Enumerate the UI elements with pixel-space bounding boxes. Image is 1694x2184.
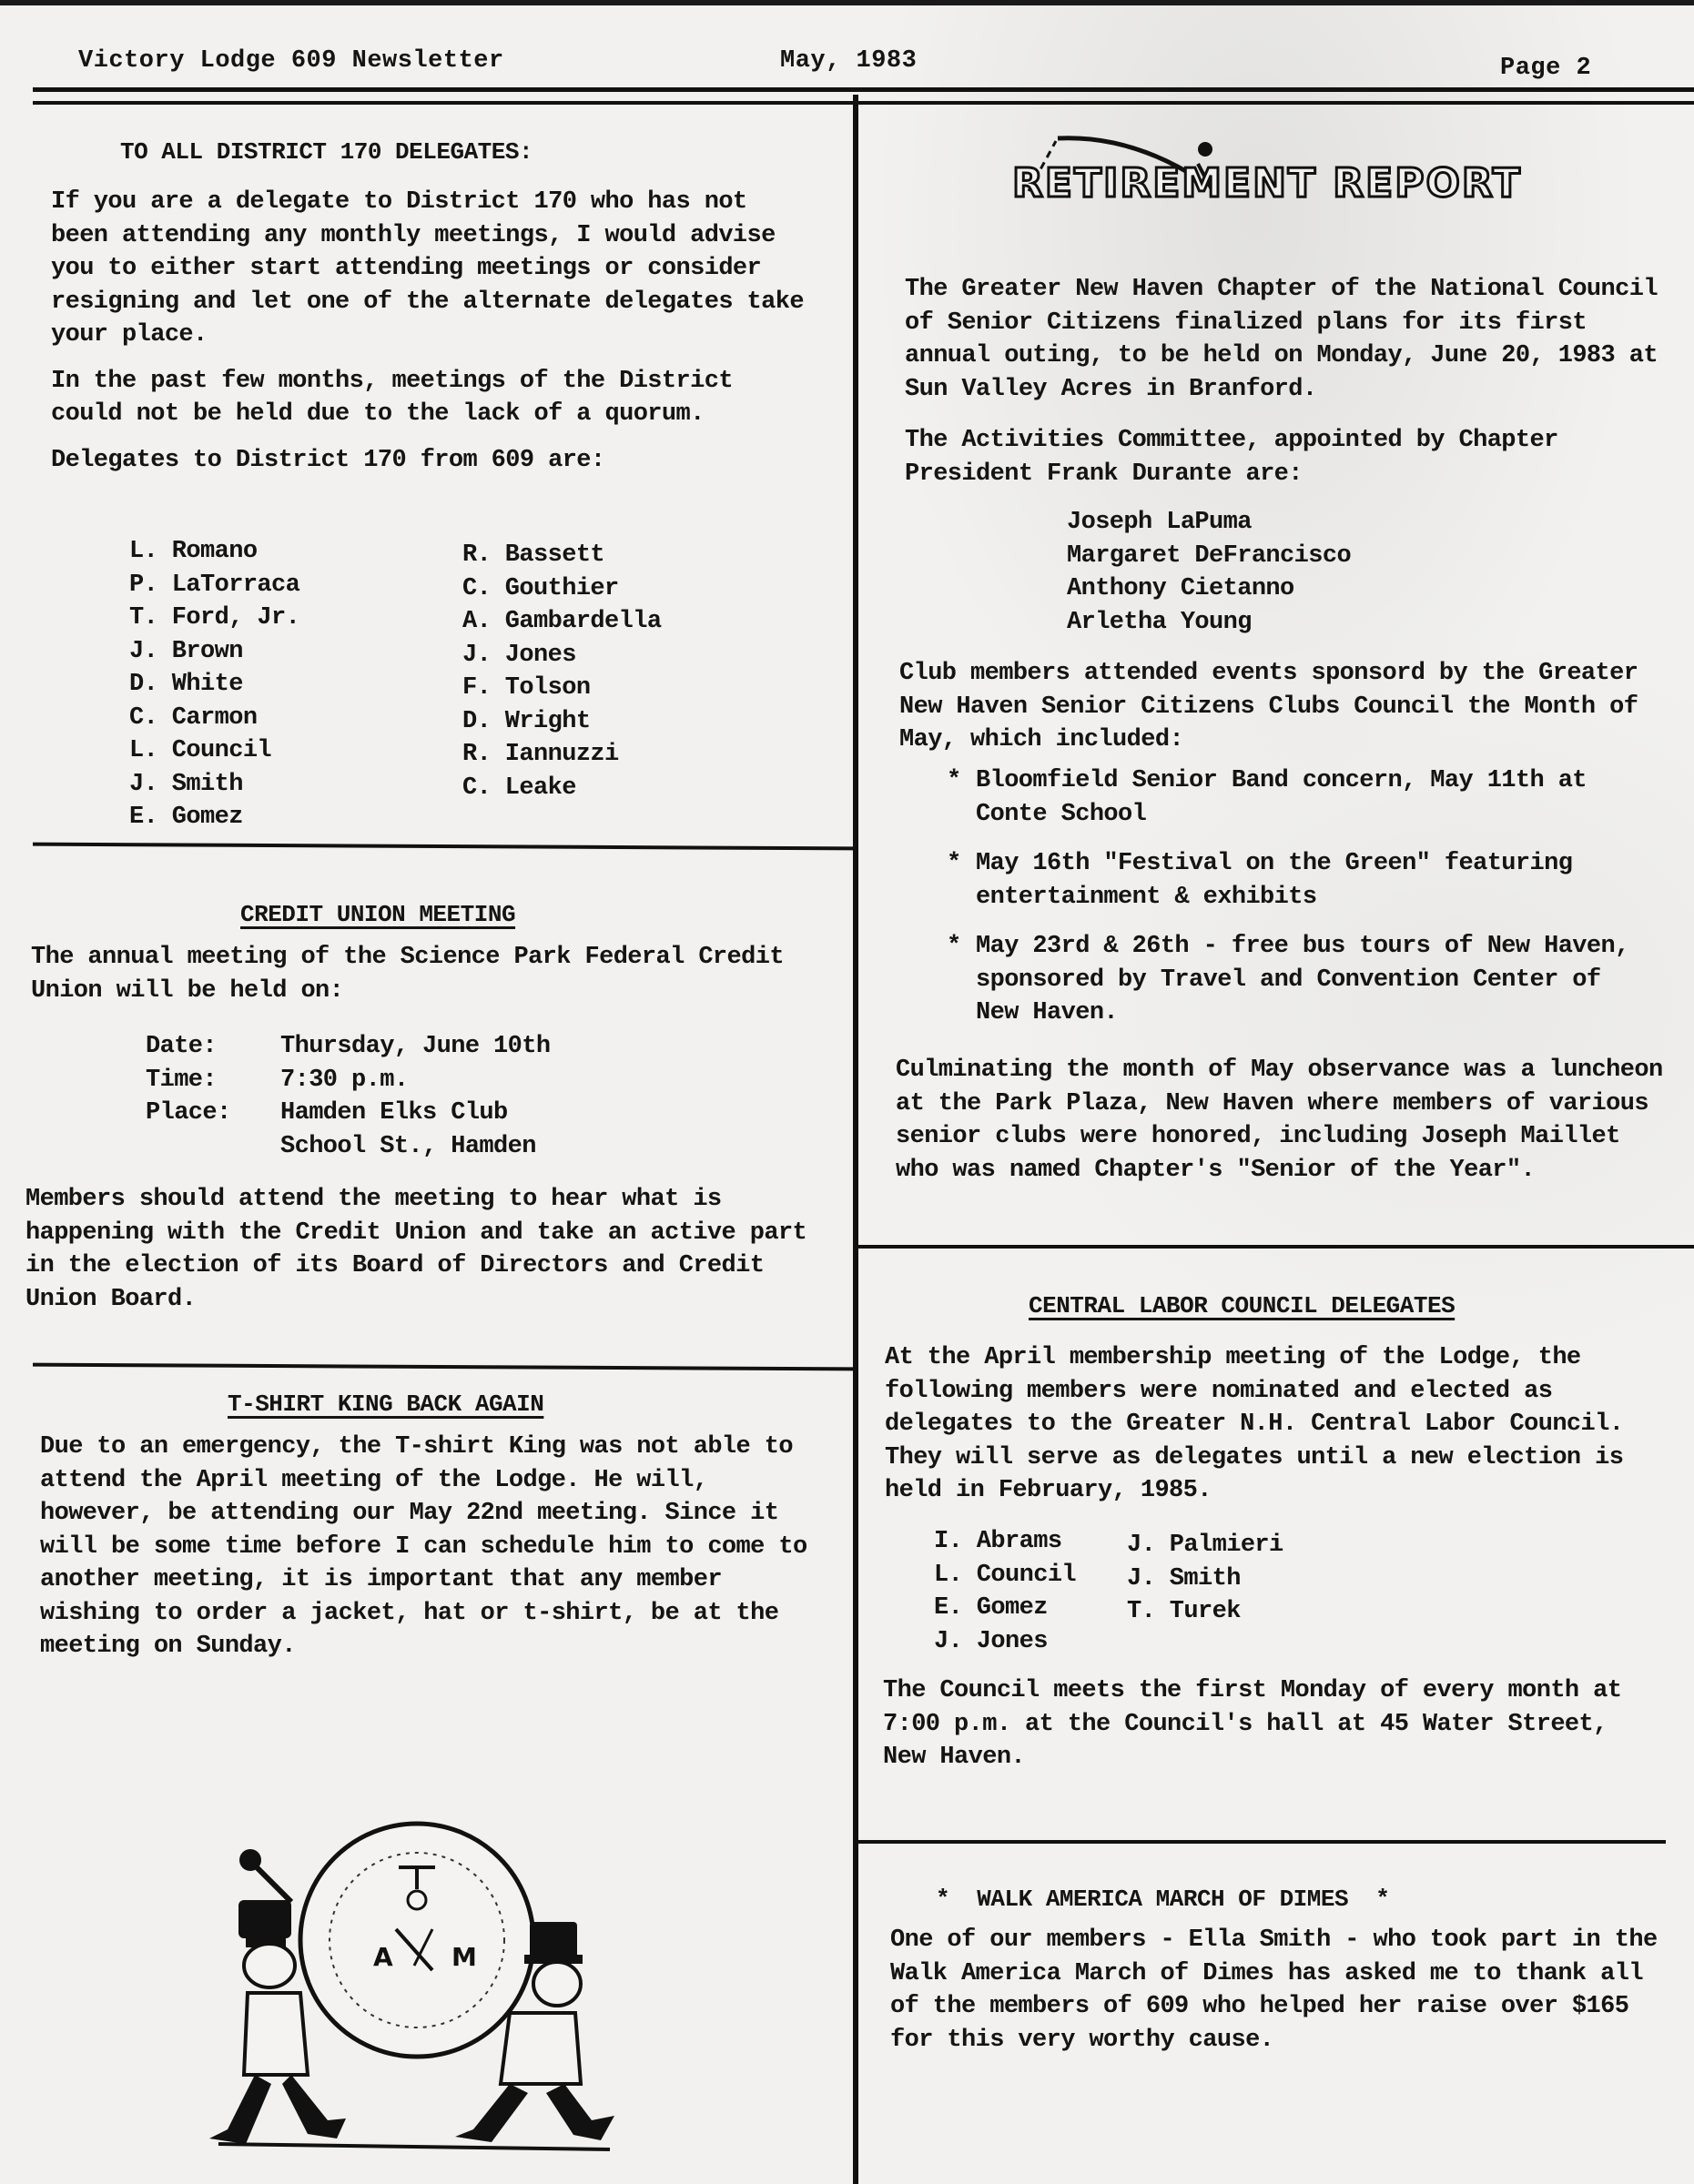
labor-council-heading: CENTRAL LABOR COUNCIL DELEGATES [1029, 1292, 1456, 1320]
detail-label [146, 1130, 280, 1164]
newsletter-title: Victory Lodge 609 Newsletter [78, 47, 504, 75]
activities-committee-list [1067, 506, 1351, 639]
delegates-list-intro: Delegates to District 170 from 609 are: [51, 446, 605, 474]
asterisk-icon: * [947, 850, 961, 877]
delegate-name: P. LaTorraca [129, 571, 300, 599]
retirement-paragraph-3: Club members attended events sponsord by the Greater New Haven Senior Citizens Clubs Council the Month of May, which included: [899, 660, 1638, 753]
labor-delegate-name: L. Council [934, 1561, 1077, 1589]
detail-label: Date: [146, 1033, 218, 1060]
retirement-paragraph-1: The Greater New Haven Chapter of the National Council of Senior Citizens finalized plans for its first annual outing, to be held on Monday, June 20, 1983 at Sun Valley Acres in Branford. [905, 276, 1658, 403]
labor-delegate-name: J. Smith [1127, 1564, 1241, 1592]
committee-member: Anthony Cietanno [1067, 575, 1294, 602]
detail-value: Thursday, June 10th [280, 1033, 551, 1060]
delegate-name: R. Iannuzzi [462, 741, 619, 768]
march-of-dimes-heading: * WALK AMERICA MARCH OF DIMES * [936, 1886, 1390, 1913]
event-item [947, 847, 1657, 914]
delegate-name: J. Smith [129, 770, 243, 798]
drum-icon [300, 1824, 533, 2057]
labor-delegate-name: J. Palmieri [1127, 1532, 1283, 1559]
committee-member: Margaret DeFrancisco [1067, 541, 1352, 570]
issue-date: May, 1983 [780, 47, 918, 75]
page-number: Page 2 [1500, 55, 1592, 82]
retirement-paragraph-4: Culminating the month of May observance was a luncheon at the Park Plaza, New Haven where members of various senior clubs were honored, including Joseph Maillet who was named Chapter's "Senior of the Year". [896, 1057, 1663, 1184]
svg-text:M: M [451, 1942, 477, 1972]
labor-delegate-name: E. Gomez [934, 1594, 1048, 1622]
delegate-name: J. Brown [129, 637, 243, 665]
delegates-paragraph-1: If you are a delegate to District 170 who has not been attending any monthly meetings, I would advise you to either start attending meetings or consider resigning and let one of the alternate delegates take your place. [51, 188, 804, 349]
labor-delegates-col1 [934, 1525, 1076, 1658]
event-item [947, 930, 1657, 1030]
delegate-name: L. Council [129, 737, 272, 764]
delegate-name: E. Gomez [129, 804, 243, 831]
labor-council-body: At the April membership meeting of the Lodge, the following members were nominated and elected as delegates to the Greater N.H. Central Labor Council. They will serve as delegates until a new election is held in February, 1985. [885, 1344, 1624, 1504]
retirement-paragraph-2: The Activities Committee, appointed by Chapter President Frank Durante are: [905, 427, 1558, 488]
credit-union-details [146, 1030, 550, 1163]
page-top-edge [0, 0, 1694, 5]
detail-row-time [146, 1064, 550, 1097]
iam-drum-illustration [200, 1784, 619, 2166]
labor-delegate-name: J. Jones [934, 1627, 1048, 1655]
labor-delegate-name: I. Abrams [934, 1528, 1062, 1555]
committee-member: Joseph LaPuma [1067, 509, 1252, 536]
delegate-name: J. Jones [462, 641, 576, 669]
detail-value: 7:30 p.m. [280, 1066, 409, 1094]
detail-row-place [146, 1097, 550, 1130]
delegates-heading: TO ALL DISTRICT 170 DELEGATES: [120, 138, 533, 166]
credit-union-intro: The annual meeting of the Science Park Federal Credit Union will be held on: [31, 944, 784, 1005]
header-double-rule [33, 87, 1694, 105]
event-text: Bloomfield Senior Band concern, May 11th at Conte School [976, 767, 1587, 828]
district-delegates-col1 [129, 535, 299, 834]
delegates-paragraph-2: In the past few months, meetings of the District could not be held due to the lack of a quorum. [51, 367, 733, 428]
ground-line-icon [218, 2144, 610, 2149]
column-divider [853, 95, 858, 2184]
section-divider [33, 843, 854, 851]
detail-value: Hamden Elks Club [280, 1099, 508, 1127]
district-delegates-col2 [462, 539, 661, 804]
detail-label: Time: [146, 1066, 218, 1094]
event-text: May 23rd & 26th - free bus tours of New Haven, sponsored by Travel and Convention Center of New Haven. [976, 933, 1629, 1026]
detail-row-date [146, 1030, 550, 1064]
svg-text:A: A [373, 1942, 393, 1972]
asterisk-icon: * [947, 933, 961, 960]
section-divider [33, 1363, 854, 1371]
delegate-name: D. White [129, 671, 243, 698]
credit-union-heading: CREDIT UNION MEETING [240, 901, 516, 928]
detail-row-address [146, 1130, 550, 1164]
detail-label: Place: [146, 1099, 231, 1127]
tshirt-body: Due to an emergency, the T-shirt King was not able to attend the April meeting of the Lodge. He will, however, be attending our May 22nd meeting. Since it will be some time before I can schedule him to come to another meeting, it is important that any member wishing to order a jacket, hat or t-shirt, be at the meeting on Sunday. [40, 1433, 807, 1660]
event-item [947, 764, 1657, 831]
section-divider [856, 1245, 1694, 1249]
detail-value: School St., Hamden [280, 1132, 536, 1160]
delegate-name: C. Leake [462, 774, 576, 802]
labor-council-closing: The Council meets the first Monday of every month at 7:00 p.m. at the Council's hall at 45 Water Street, New Haven. [883, 1677, 1622, 1771]
event-text: May 16th "Festival on the Green" featuring entertainment & exhibits [976, 850, 1573, 911]
delegate-name: C. Carmon [129, 703, 258, 732]
delegate-name: R. Bassett [462, 541, 605, 569]
tshirt-heading: T-SHIRT KING BACK AGAIN [228, 1390, 544, 1418]
delegate-name: T. Ford, Jr. [129, 604, 300, 632]
labor-delegate-name: T. Turek [1127, 1598, 1241, 1625]
labor-delegates-col2 [1127, 1529, 1283, 1629]
delegate-name: D. Wright [462, 707, 591, 735]
march-of-dimes-body: One of our members - Ella Smith - who took part in the Walk America March of Dimes has asked me to thank all of the members of 609 who helped her raise over $165 for this very worthy cause. [890, 1926, 1658, 2054]
delegates-notice [51, 186, 816, 477]
retirement-report-logo: RETIREMENT REPORT [1012, 160, 1522, 207]
delegate-name: A. Gambardella [462, 608, 662, 635]
section-divider [856, 1840, 1666, 1844]
delegate-name: F. Tolson [462, 674, 591, 702]
delegate-name: C. Gouthier [462, 574, 619, 602]
delegate-name: L. Romano [129, 538, 258, 565]
asterisk-icon: * [947, 767, 961, 794]
committee-member: Arletha Young [1067, 608, 1252, 636]
may-events-list [947, 764, 1657, 1046]
credit-union-closing: Members should attend the meeting to hear what is happening with the Credit Union and take an active part in the election of its Board of Directors and Credit Union Board. [25, 1186, 807, 1313]
